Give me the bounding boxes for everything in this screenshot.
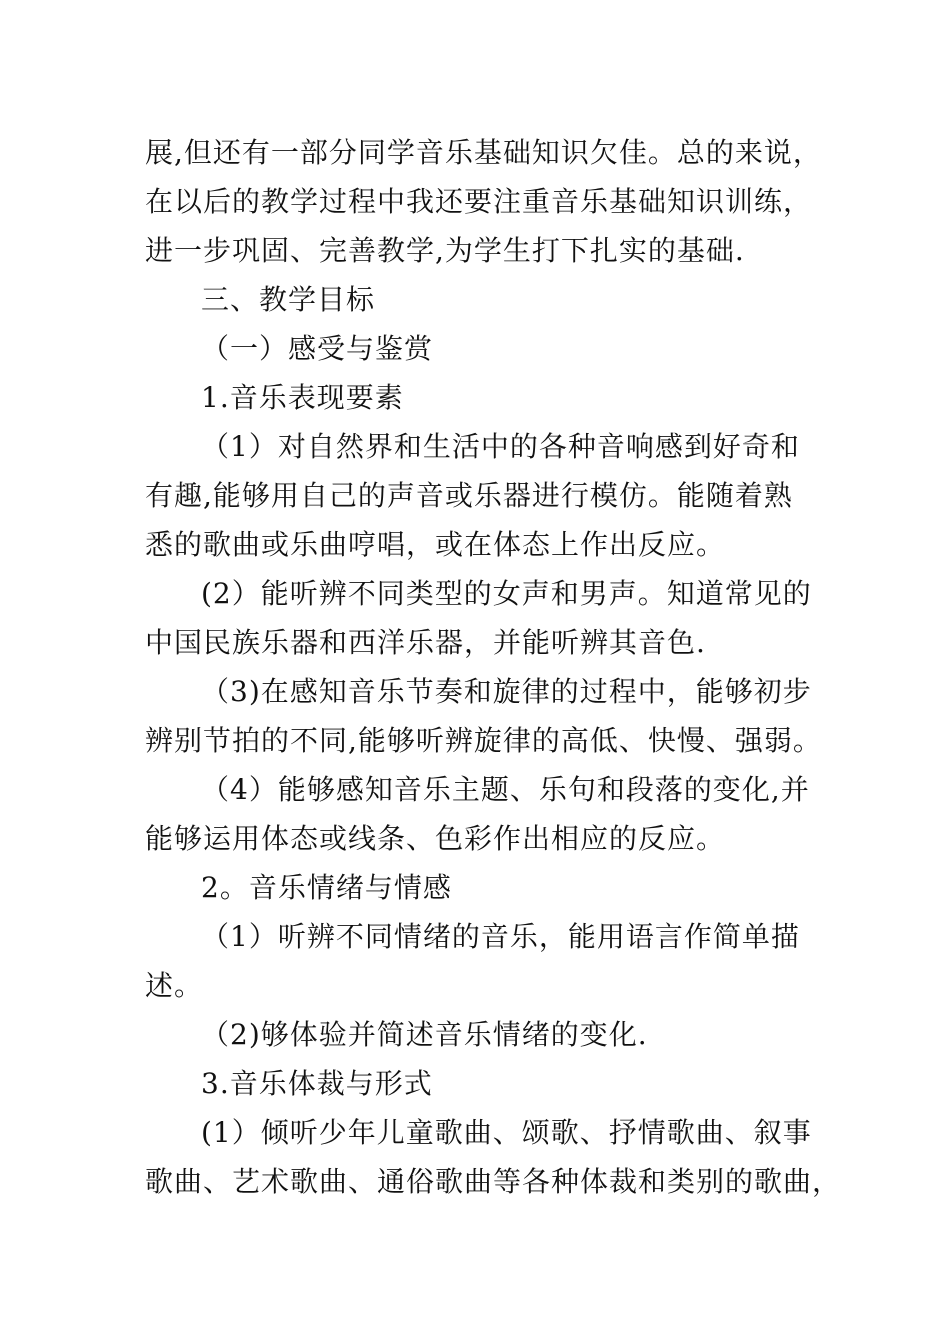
item-heading: 2。音乐情绪与情感: [201, 871, 452, 904]
text-line: （3)在感知音乐节奏和旋律的过程中，能够初步: [201, 675, 812, 708]
text-line: 能够运用体态或线条、色彩作出相应的反应。: [145, 822, 726, 855]
text-line: （2)够体验并简述音乐情绪的变化.: [201, 1018, 648, 1051]
text-line: 述。: [145, 969, 204, 1002]
text-line: 辨别节拍的不同,能够听辨旋律的高低、快慢、强弱。: [145, 724, 822, 757]
text-line: 中国民族乐器和西洋乐器，并能听辨其音色.: [145, 626, 706, 659]
text-line: (1）倾听少年儿童歌曲、颂歌、抒情歌曲、叙事: [201, 1116, 812, 1149]
text-line: （4）能够感知音乐主题、乐句和段落的变化,并: [201, 773, 810, 806]
text-line: 进一步巩固、完善教学,为学生打下扎实的基础.: [145, 234, 745, 267]
text-line: 在以后的教学过程中我还要注重音乐基础知识训练，: [145, 185, 813, 218]
item-heading: 3.音乐体裁与形式: [201, 1067, 433, 1100]
section-heading: 三、教学目标: [201, 283, 376, 316]
text-line: （1）听辨不同情绪的音乐，能用语言作简单描: [201, 920, 800, 953]
text-line: 有趣,能够用自己的声音或乐器进行模仿。能随着熟: [145, 479, 793, 512]
text-line: 悉的歌曲或乐曲哼唱，或在体态上作出反应。: [145, 528, 726, 561]
text-line: (2）能听辨不同类型的女声和男声。知道常见的: [201, 577, 812, 610]
subsection-heading: （一）感受与鉴赏: [201, 332, 434, 365]
text-line: 歌曲、艺术歌曲、通俗歌曲等各种体裁和类别的歌曲，: [145, 1165, 842, 1198]
text-line: 展,但还有一部分同学音乐基础知识欠佳。总的来说，: [145, 136, 822, 169]
text-line: （1）对自然界和生活中的各种音响感到好奇和: [201, 430, 800, 463]
document-body: [145, 128, 842, 1206]
item-heading: 1.音乐表现要素: [201, 381, 404, 414]
